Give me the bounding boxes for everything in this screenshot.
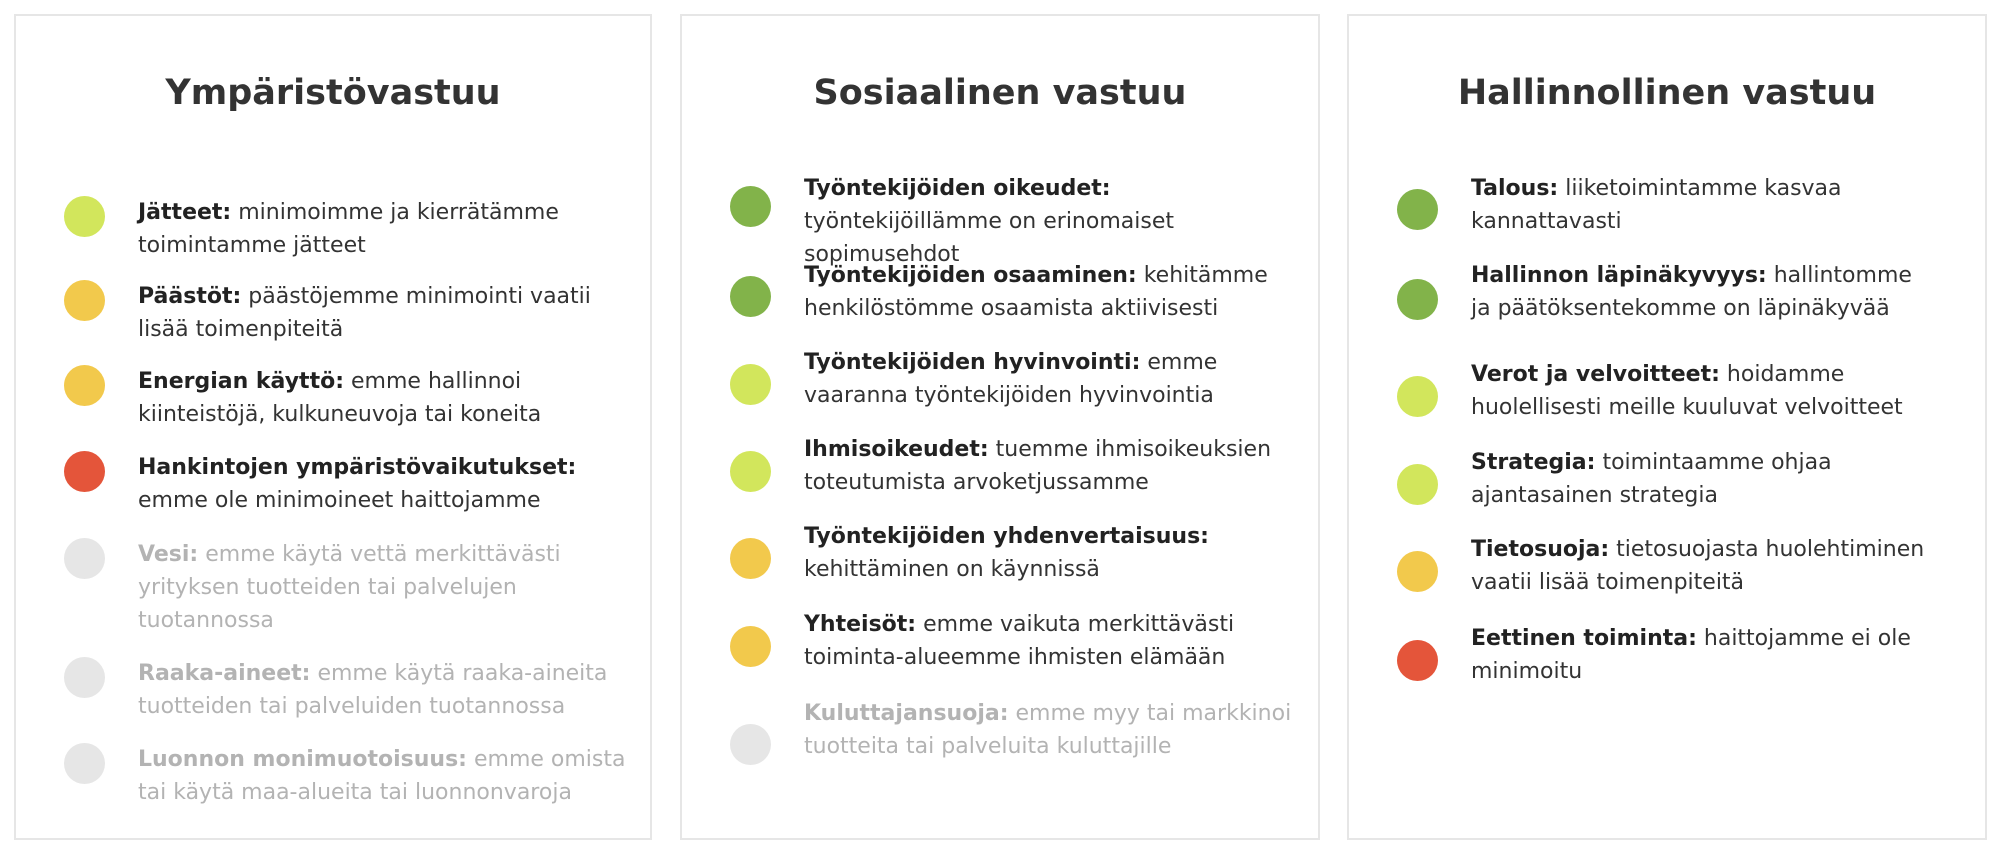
status-dot [730, 451, 771, 492]
status-dot [64, 743, 105, 784]
item-text [1471, 622, 1925, 688]
item-label: Työntekijöiden oikeudet: [804, 176, 1111, 201]
status-dot [1397, 464, 1438, 505]
item-description: emme hallinnoi kiinteistöjä, kulkuneuvoja tai koneita [138, 369, 542, 427]
item-label: Työntekijöiden osaaminen: [804, 263, 1137, 288]
panel-title: Ympäristövastuu [165, 73, 501, 113]
status-dot [730, 626, 771, 667]
item-description: emme ole minimoineet haittojamme [138, 488, 541, 513]
status-dot [64, 196, 105, 237]
item-text [138, 538, 632, 637]
item-label: Hankintojen ympäristövaikutukset: [138, 455, 577, 480]
status-dot [1397, 640, 1438, 681]
item-description: liiketoimintamme kasvaa kannattavasti [1471, 176, 1842, 234]
status-dot [64, 451, 105, 492]
item-label: Tietosuoja: [1471, 537, 1610, 562]
item-text [138, 451, 632, 517]
item-label: Työntekijöiden yhdenvertaisuus: [804, 524, 1209, 549]
item-text [1471, 446, 1895, 512]
item-text [138, 657, 632, 723]
item-description: tietosuojasta huolehtiminen vaatii lisää toimenpiteitä [1471, 537, 1925, 595]
item-description: emme omista tai käytä maa-alueita tai luonnonvaroja [138, 747, 626, 805]
item-description: emme käytä raaka-aineita tuotteiden tai palveluiden tuotannossa [138, 661, 608, 719]
item-label: Raaka-aineet: [138, 661, 311, 686]
item-text [804, 259, 1300, 325]
item-label: Luonnon monimuotoisuus: [138, 747, 467, 772]
status-dot [64, 280, 105, 321]
item-description: hoidamme huolellisesti meille kuuluvat velvoitteet [1471, 362, 1903, 420]
item-text [804, 346, 1300, 412]
item-label: Verot ja velvoitteet: [1471, 362, 1720, 387]
item-label: Kuluttajansuoja: [804, 701, 1009, 726]
panel-title: Sosiaalinen vastuu [813, 73, 1187, 113]
item-label: Jätteet: [138, 200, 232, 225]
item-text [804, 433, 1300, 499]
item-text [804, 520, 1300, 586]
item-label: Yhteisöt: [804, 612, 917, 637]
item-description: minimoimme ja kierrätämme toimintamme jätteet [138, 200, 559, 258]
item-text [138, 743, 632, 809]
item-description: emme vaaranna työntekijöiden hyvinvointia [804, 350, 1218, 408]
item-description: päästöjemme minimointi vaatii lisää toimenpiteitä [138, 284, 591, 342]
item-text [1471, 259, 1925, 325]
status-dot [1397, 376, 1438, 417]
status-dot [1397, 551, 1438, 592]
item-description: kehitämme henkilöstömme osaamista aktiivisesti [804, 263, 1268, 321]
item-label: Eettinen toiminta: [1471, 626, 1697, 651]
status-dot [1397, 189, 1438, 230]
item-text [1471, 533, 1967, 599]
status-dot [1397, 279, 1438, 320]
item-label: Strategia: [1471, 450, 1596, 475]
status-dot [730, 364, 771, 405]
item-description: tuemme ihmisoikeuksien toteutumista arvoketjussamme [804, 437, 1272, 495]
status-dot [64, 657, 105, 698]
item-description: haittojamme ei ole minimoitu [1471, 626, 1911, 684]
item-text [1471, 172, 1925, 238]
status-dot [730, 276, 771, 317]
social-panel [680, 14, 1320, 840]
item-text [138, 280, 632, 346]
panel-title: Hallinnollinen vastuu [1457, 73, 1877, 113]
item-label: Vesi: [138, 542, 199, 567]
status-dot [730, 538, 771, 579]
item-label: Ihmisoikeudet: [804, 437, 989, 462]
status-dot [64, 538, 105, 579]
item-label: Energian käyttö: [138, 369, 345, 394]
item-label: Päästöt: [138, 284, 242, 309]
governance-panel [1347, 14, 1987, 840]
item-description: toimintaamme ohjaa ajantasainen strategia [1471, 450, 1832, 508]
item-description: emme vaikuta merkittävästi toiminta-alueemme ihmisten elämään [804, 612, 1235, 670]
status-dot [730, 186, 771, 227]
status-dot [730, 724, 771, 765]
item-text [138, 365, 632, 431]
item-text [138, 196, 632, 262]
item-description: työntekijöillämme on erinomaiset sopimusehdot [804, 209, 1174, 267]
item-label: Talous: [1471, 176, 1559, 201]
item-description: emme myy tai markkinoi tuotteita tai palveluita kuluttajille [804, 701, 1292, 759]
environmental-panel [14, 14, 652, 840]
item-text [804, 697, 1300, 763]
item-text [804, 172, 1300, 271]
item-label: Hallinnon läpinäkyvyys: [1471, 263, 1767, 288]
status-dot [64, 365, 105, 406]
item-description: kehittäminen on käynnissä [804, 557, 1100, 582]
item-text [1471, 358, 1955, 424]
item-text [804, 608, 1300, 674]
item-description: emme käytä vettä merkittävästi yrityksen tuotteiden tai palvelujen tuotannossa [138, 542, 561, 633]
item-label: Työntekijöiden hyvinvointi: [804, 350, 1141, 375]
item-description: hallintomme ja päätöksentekomme on läpinäkyvää [1471, 263, 1912, 321]
